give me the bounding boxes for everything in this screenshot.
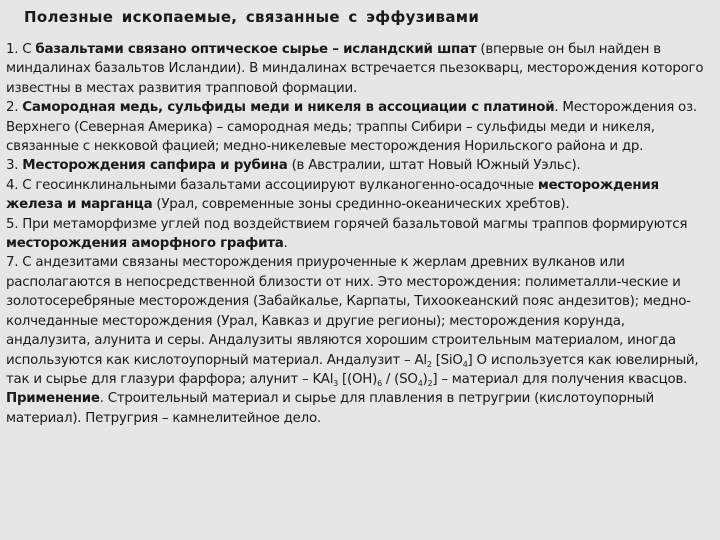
paragraph-7-text-4: [(OH) <box>338 371 378 387</box>
subscript: 4 <box>417 378 423 388</box>
application-bold: Применение <box>6 391 100 407</box>
paragraph-1-bold: базальтами связано оптическое сырье – исландский шпат <box>35 42 477 57</box>
document-body <box>6 40 712 428</box>
paragraph-application <box>6 389 712 428</box>
subscript: 4 <box>462 359 468 369</box>
paragraph-2-bold: Самородная медь, сульфиды меди и никеля в ассоциации с платиной <box>22 100 555 116</box>
page-title: Полезные ископаемые, связанные с эффузивами <box>24 8 480 26</box>
subscript: 2 <box>426 359 432 369</box>
subscript: 3 <box>333 378 339 388</box>
paragraph-1-text: (впервые он был найден в миндалинах базальтов Исландии). В миндалинах встречается пьезокварц, месторождения которого известны в местах развития трапповой формации. <box>6 42 704 96</box>
paragraph-3 <box>6 156 712 175</box>
application-text: . Строительный материал и сырье для плавления в петругрии (кислотоупорный материал). Петругрия – камнелитейное дело. <box>6 391 654 426</box>
paragraph-7 <box>6 253 712 389</box>
paragraph-3-number: 3. <box>6 158 23 174</box>
paragraph-7-text-3: ] O используется как ювелирный, так и сырье для глазури фарфора; алунит – KAl <box>6 352 699 387</box>
paragraph-2-text: . Месторождения оз. Верхнего (Северная Америка) – самородная медь; траппы Сибири – сульфиды меди и никеля, связанные с некковой фацией; медно-никелевые месторождения Норильского района и др. <box>6 100 697 155</box>
subscript: 6 <box>377 378 382 388</box>
paragraph-1-number: 1. С <box>6 42 36 57</box>
paragraph-1 <box>6 40 712 98</box>
paragraph-3-text: (в Австралии, штат Новый Южный Уэльс). <box>287 158 581 174</box>
paragraph-7-text-7: ] – материал для получения квасцов. <box>432 371 688 387</box>
paragraph-7-text-1: 7. С андезитами связаны месторождения приуроченные к жерлам древних вулканов или располагаются в непосредственной близости от них. Это месторождения: полиметалли-ческие и золотосеребряные месторождения (Забайкалье, Карпаты, Тихоокеанский пояс андезитов); медно-колчеданные месторождения (Урал, Кавказ и другие регионы); месторождения корунда, андалузита, алунита и серы. Андалузиты являются хорошим строительным материалом, иногда используются как кислотоупорный материал. Андалузит – Al <box>6 255 691 368</box>
paragraph-3-bold: Месторождения сапфира и рубина <box>22 158 288 174</box>
paragraph-7-text-2: [SiO <box>431 352 463 368</box>
paragraph-5-lead: 5. При метаморфизме углей под воздействием горячей базальтовой магмы траппов формируются <box>6 216 688 232</box>
paragraph-7-text-6: ) <box>422 371 428 387</box>
paragraph-5 <box>6 215 712 254</box>
paragraph-4-text: (Урал, современные зоны срединно-океанических хребтов). <box>152 197 570 213</box>
subscript: 2 <box>427 378 433 388</box>
paragraph-7-text-5: / (SO <box>381 371 418 387</box>
paragraph-4-bold: месторождения железа и марганца <box>6 177 659 213</box>
paragraph-2-number: 2. <box>6 100 23 116</box>
paragraph-5-text: . <box>283 236 288 252</box>
paragraph-5-bold: месторождения аморфного графита <box>6 236 284 252</box>
paragraph-4 <box>6 176 712 215</box>
paragraph-2 <box>6 98 712 156</box>
paragraph-4-lead: 4. С геосинклинальными базальтами ассоциируют вулканогенно-осадочные <box>6 177 538 193</box>
